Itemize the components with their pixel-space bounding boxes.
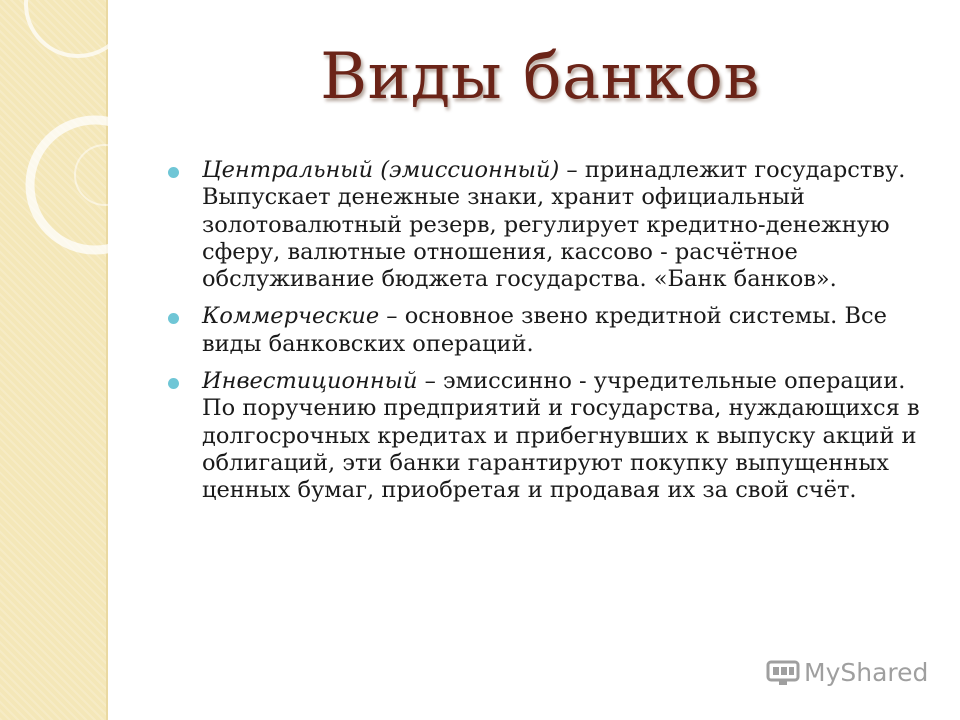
watermark (766, 656, 928, 688)
bullet-item-investment-bank (168, 368, 928, 504)
bullet-term: Коммерческие (202, 303, 380, 330)
watermark-text: MyShared (804, 657, 929, 687)
bullet-text: – принадлежит государству. Выпускает денежные знаки, хранит официальный золотовалютный резерв, регулирует кредитно-денежную сферу, валютные отношения, кассово - расчётное обслуживание бюджета государства. «Банк банков». (202, 157, 906, 293)
bullet-dot-icon (168, 378, 179, 389)
slide-title: Виды банков (320, 40, 760, 114)
bullet-text: – эмиссинно - учредительные операции. По поручению предприятий и государства, нуждающихся в долгосрочных кредитах и прибегнувших к выпуску акций и облигаций, эти банки гарантируют покупку выпущенных ценных бумаг, приобретая и продавая их за свой счёт. (202, 368, 920, 504)
bullet-item-commercial-banks (168, 303, 928, 358)
bullet-text: – основное звено кредитной системы. Все виды банковских операций. (202, 303, 887, 357)
bullet-list (168, 157, 928, 515)
myshared-logo-icon (766, 656, 800, 688)
bullet-term: Центральный (эмиссионный) (202, 157, 560, 183)
bullet-item-central-bank (168, 157, 928, 293)
bullet-term: Инвестиционный (202, 368, 418, 395)
bullet-dot-icon (168, 167, 179, 178)
bullet-dot-icon (168, 313, 179, 324)
